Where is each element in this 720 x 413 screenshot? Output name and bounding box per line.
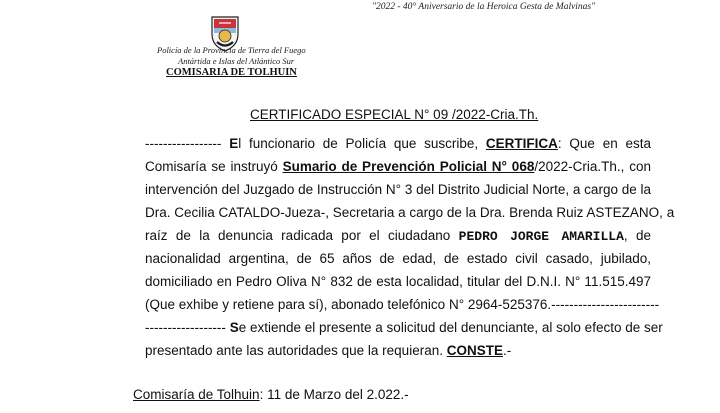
paragraph1-line7: domiciliado en Pedro Oliva N° 832 de esta localidad, titular del D.N.I. N° 11.515.497 [145,274,651,289]
institution-line-1: Policía de la Provincia de Tierra del Fuego [157,45,306,55]
signature-date-line [133,387,409,402]
extension-phrase: e extiende el presente a solicitud del denunciante, al solo efecto de ser [238,320,663,335]
initial-letter-s: S [229,320,239,335]
certifica-word: CERTIFICA [485,136,558,151]
denuncia-phrase: raíz de la denuncia radicada por el ciudadano [145,228,459,243]
place-label: Comisaría de Tolhuin [133,387,260,402]
sumario-reference: Sumario de Prevención Policial N° 068 [282,159,535,174]
officer-phrase: l funcionario de Policía que suscribe, [238,136,486,151]
paragraph1-line8: (Que exhibe y retiene para sí), abonado telefónico N° 2964-525376.------------------------ [145,297,660,312]
conste-word: CONSTE [446,343,503,358]
paragraph1-line3: intervención del Juzgado de Instrucción N° 3 del Distrito Judicial Norte, a cargo de la [145,182,651,197]
paragraph1-line2 [145,159,651,175]
leading-dashes: ----------------- [145,136,222,151]
paragraph2-line1 [145,320,663,336]
paragraph1-line5 [145,228,651,245]
que-en-esta: : Que en esta [557,136,651,151]
paragraph1-line4: Dra. Cecilia CATALDO-Jueza-, Secretaria a cargo de la Dra. Brenda Ruiz ASTEZANO, a [145,205,675,220]
institution-line-2: Antártida e Islas del Atlántico Sur [178,56,295,66]
date-text: : 11 de Marzo del 2.022.- [259,387,409,402]
comisaria-phrase: Comisaría se instruyó [145,159,283,174]
anniversary-motto: "2022 - 40° Aniversario de la Heroica Gesta de Malvinas" [372,2,596,12]
conste-suffix: .- [502,343,512,358]
certificate-title: CERTIFICADO ESPECIAL N° 09 /2022-Cria.Th. [250,107,539,122]
paragraph2-line2 [145,343,651,359]
paragraph1-line6: nacionalidad argentina, de 65 años de edad, de estado civil casado, jubilado, [145,251,651,266]
citizen-name: PEDRO JORGE AMARILLA [458,229,624,244]
name-suffix: , de [623,228,651,243]
initial-letter-e: E [229,136,239,151]
paragraph1-line1 [145,136,651,152]
station-heading: COMISARIA DE TOLHUIN [166,67,297,78]
presentado-phrase: presentado ante las autoridades que la requieran. [145,343,447,358]
leading-dashes-2: ------------------ [145,320,226,335]
sumario-suffix: /2022-Cria.Th., con [534,159,651,174]
